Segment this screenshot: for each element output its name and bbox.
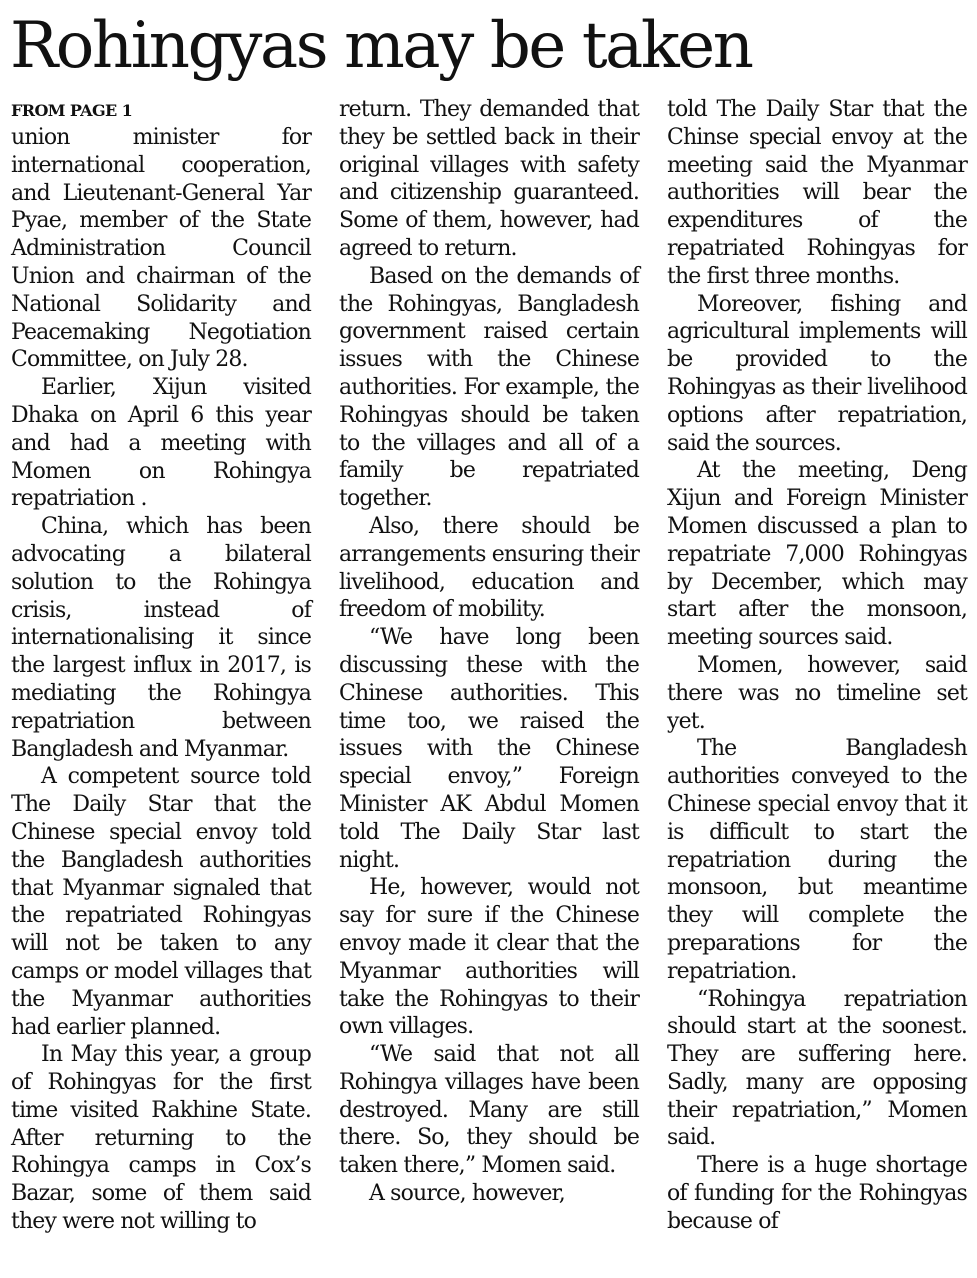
jump-label: FROM PAGE 1: [11, 101, 133, 120]
paragraph: “We said that not all Rohingya villages have been destroyed. Many are still there. So, they should be taken there,” Momen said.: [339, 1042, 639, 1179]
paragraph: “We have long been discussing these with the Chinese authorities. This time too, we raised the issues with the Chinese special envoy,” Foreign Minister AK Abdul Momen told The Daily Star last night.: [339, 625, 639, 873]
headline: Rohingyas may be taken: [10, 9, 752, 83]
paragraph: The Bangladesh authorities conveyed to the Chinese special envoy that it is difficult to start the repatriation during the monsoon, but meantime they will complete the preparations for the repatriation.: [667, 736, 967, 984]
paragraph: told The Daily Star that the Chinse special envoy at the meeting said the Myanmar authorities will bear the expenditures of the repatriated Rohingyas for the first three months.: [667, 97, 967, 289]
article-column-1: [11, 124, 311, 1236]
article-column-2: [339, 96, 639, 1208]
paragraph: In May this year, a group of Rohingyas for the first time visited Rakhine State. After returning to the Rohingya camps in Cox’s Bazar, some of them said they were not willing to: [11, 1042, 311, 1235]
paragraph: A source, however,: [369, 1181, 565, 1207]
paragraph: return. They demanded that they be settled back in their original villages with safety and citizenship guaranteed. Some of them, however, had agreed to return.: [339, 97, 639, 261]
paragraph: Momen, however, said there was no timeline set yet.: [667, 652, 967, 734]
paragraph: China, which has been advocating a bilateral solution to the Rohingya crisis, instead of internationalising it since the largest influx in 2017, is mediating the Rohingya repatriation between Bangladesh and Myanmar.: [11, 514, 311, 762]
article-column-3: [667, 96, 967, 1236]
paragraph: Earlier, Xijun visited Dhaka on April 6 this year and had a meeting with Momen on Rohingya repatriation .: [11, 375, 311, 512]
paragraph: There is a huge shortage of funding for the Rohingyas because of: [667, 1153, 967, 1234]
paragraph: A competent source told The Daily Star that the Chinese special envoy told the Bangladesh authorities that Myanmar signaled that the repatriated Rohingyas will not be taken to any camps or model villages that the Myanmar authorities had earlier planned.: [11, 764, 311, 1040]
paragraph: Also, there should be arrangements ensuring their livelihood, education and freedom of mobility.: [339, 513, 639, 623]
paragraph: He, however, would not say for sure if the Chinese envoy made it clear that the Myanmar authorities will take the Rohingyas to their own villages.: [339, 875, 639, 1040]
paragraph: Based on the demands of the Rohingyas, Bangladesh government raised certain issues with the Chinese authorities. For example, the Rohingyas should be taken to the villages and all of a family be repatriated together.: [339, 263, 639, 512]
paragraph: union minister for international cooperation, and Lieutenant-General Yar Pyae, member of the State Administration Council Union and chairman of the National Solidarity and Peacemaking Negotiation Committee, on July 28.: [11, 125, 311, 373]
paragraph: Moreover, fishing and agricultural implements will be provided to the Rohingyas as their livelihood options after repatriation, said the sources.: [667, 291, 967, 456]
paragraph: “Rohingya repatriation should start at the soonest. They are suffering here. Sadly, many are opposing their repatriation,” Momen said.: [667, 986, 967, 1151]
paragraph: At the meeting, Deng Xijun and Foreign Minister Momen discussed a plan to repatriate 7,000 Rohingyas by December, which may start after the monsoon, meeting sources said.: [667, 458, 967, 651]
